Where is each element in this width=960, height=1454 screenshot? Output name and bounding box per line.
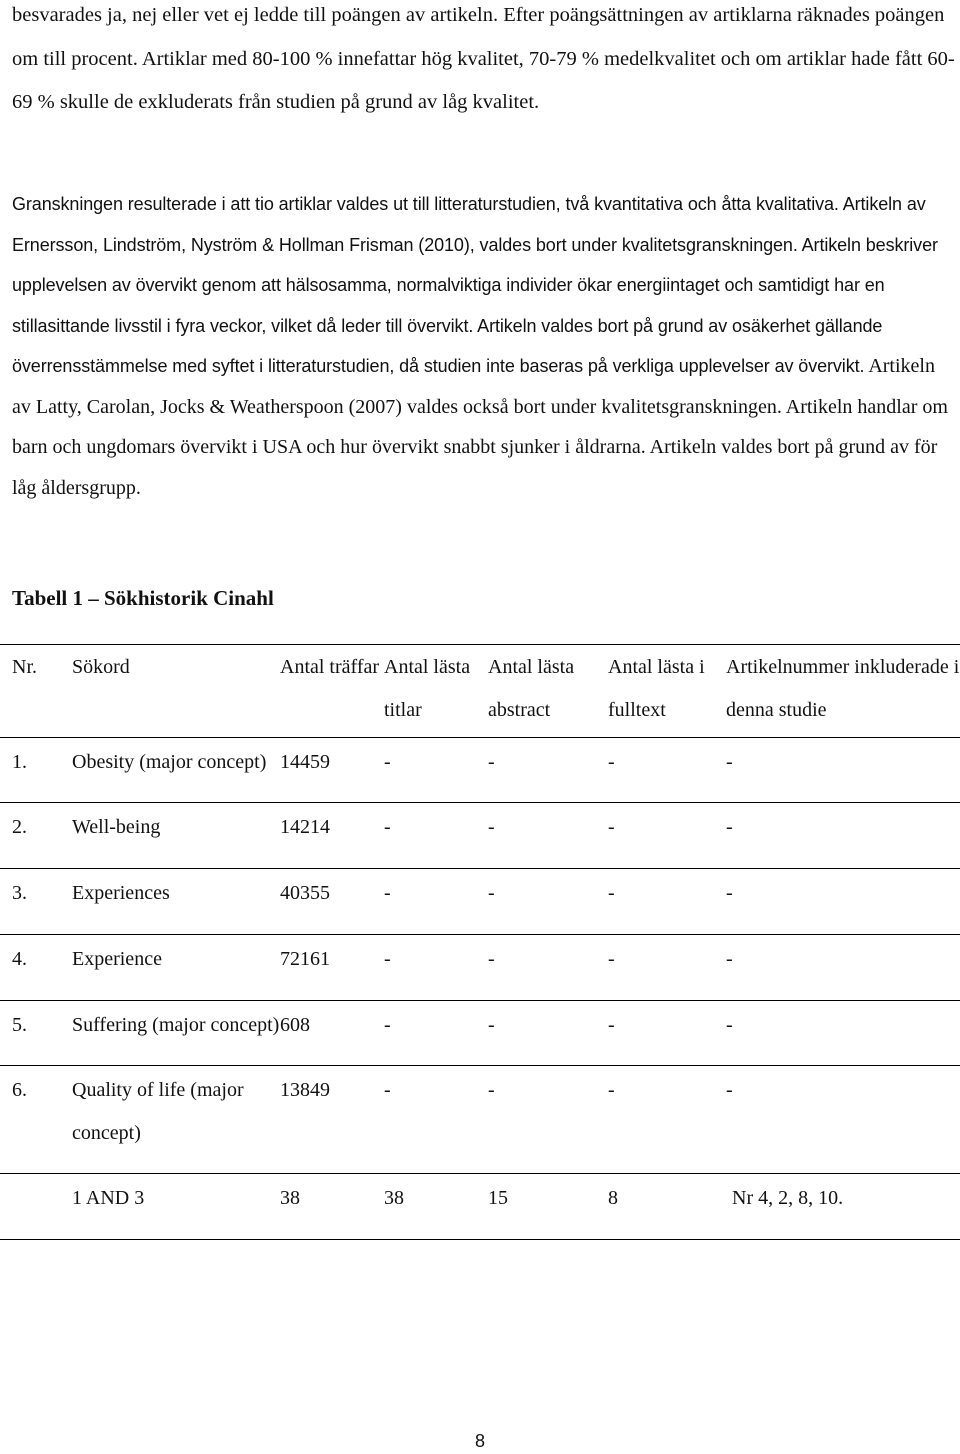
table-cell: 2. xyxy=(0,803,72,869)
table-cell: - xyxy=(488,1066,608,1174)
table-cell: - xyxy=(726,935,960,1001)
table-cell: 6. xyxy=(0,1066,72,1174)
table-row xyxy=(0,869,960,935)
page-number: 8 xyxy=(474,1431,485,1451)
table-cell xyxy=(0,1174,72,1240)
table-cell: - xyxy=(608,803,726,869)
table-row xyxy=(0,738,960,803)
table-cell: - xyxy=(726,869,960,935)
table-cell: - xyxy=(384,935,488,1001)
table-row xyxy=(0,803,960,869)
table-row xyxy=(0,935,960,1001)
table-cell: Suffering (major concept) xyxy=(72,1001,280,1066)
table-cell: - xyxy=(384,803,488,869)
table-cell: - xyxy=(726,1001,960,1066)
table-cell: - xyxy=(488,738,608,803)
table-row xyxy=(0,1066,960,1174)
table-cell: 5. xyxy=(0,1001,72,1066)
table-cell: 1 AND 3 xyxy=(72,1174,280,1240)
table-cell: Experience xyxy=(72,935,280,1001)
table-cell: 608 xyxy=(280,1001,384,1066)
table-cell: 1. xyxy=(0,738,72,803)
table-cell: 14214 xyxy=(280,803,384,869)
table-cell: - xyxy=(384,738,488,803)
search-history-table xyxy=(0,644,960,1240)
table-cell: - xyxy=(726,738,960,803)
table-cell: 4. xyxy=(0,935,72,1001)
table-cell: 38 xyxy=(280,1174,384,1240)
body-paragraph-2-sans-part: Granskningen resulterade i att tio artiklar valdes ut till litteraturstudien, två kvantitativa och åtta kvalitativa. Artikeln av Ernersson, Lindström, Nyström & Hollman Frisman (2010), valdes bort under kvalitetsgranskningen. Artikeln beskriver upplevelsen av övervikt genom att hälsosamma, normalviktiga individer ökar energiintaget och samtidigt har en stillasittande livsstil i fyra veckor, vilket då leder till övervikt. Artikeln valdes bort på grund av osäkerhet gällande överrensstämmelse med syftet i litteraturstudien, då studien inte baseras på verkliga upplevelser av övervikt. xyxy=(12,194,938,376)
table-cell: - xyxy=(608,935,726,1001)
table-cell: - xyxy=(488,803,608,869)
table-cell: - xyxy=(608,1001,726,1066)
table-row xyxy=(0,1174,960,1240)
table-cell: Well-being xyxy=(72,803,280,869)
body-paragraph-1: besvarades ja, nej eller vet ej ledde till poängen av artikeln. Efter poängsättningen av artiklarna räknades poängen om till procent. Artiklar med 80-100 % innefattar hög kvalitet, 70-79 % medelkvalitet och om artiklar hade fått 60-69 % skulle de exkluderats från studien på grund av låg kvalitet. xyxy=(12,4,955,113)
table-header-row xyxy=(0,645,960,738)
table-cell: Obesity (major concept) xyxy=(72,738,280,803)
header-cell: Antal träffar xyxy=(280,645,384,738)
table-cell: Experiences xyxy=(72,869,280,935)
table-cell: - xyxy=(488,935,608,1001)
table-cell: Quality of life (major concept) xyxy=(72,1066,280,1174)
table-cell: - xyxy=(608,869,726,935)
body-paragraph-2 xyxy=(12,184,958,508)
header-cell: Antal lästa i fulltext xyxy=(608,645,726,738)
table-cell: 72161 xyxy=(280,935,384,1001)
table-cell: - xyxy=(384,1066,488,1174)
header-cell: Nr. xyxy=(0,645,72,738)
table-row xyxy=(0,1001,960,1066)
table-title: Tabell 1 – Sökhistorik Cinahl xyxy=(12,586,274,610)
table-cell: Nr 4, 2, 8, 10. xyxy=(726,1174,960,1240)
table-cell: - xyxy=(608,738,726,803)
table-cell: 14459 xyxy=(280,738,384,803)
table-cell: - xyxy=(384,1001,488,1066)
table-cell: 40355 xyxy=(280,869,384,935)
table-cell: - xyxy=(488,869,608,935)
table-cell: 15 xyxy=(488,1174,608,1240)
header-cell: Antal lästa abstract xyxy=(488,645,608,738)
table-cell: - xyxy=(384,869,488,935)
table-cell: 8 xyxy=(608,1174,726,1240)
body-paragraph-2-serif-part: Artikeln av Latty, Carolan, Jocks & Weatherspoon (2007) valdes också bort under kvalitetsgranskningen. Artikeln handlar om barn och ungdomars övervikt i USA och hur övervikt snabbt sjunker i åldrarna. Artikeln valdes bort på grund av för låg åldersgrupp. xyxy=(12,355,948,499)
table-cell: - xyxy=(726,1066,960,1174)
table-cell: 3. xyxy=(0,869,72,935)
table-cell: 38 xyxy=(384,1174,488,1240)
header-cell: Sökord xyxy=(72,645,280,738)
table-cell: - xyxy=(608,1066,726,1174)
table-cell: - xyxy=(488,1001,608,1066)
table-cell: 13849 xyxy=(280,1066,384,1174)
header-cell: Antal lästa titlar xyxy=(384,645,488,738)
table-cell: - xyxy=(726,803,960,869)
header-cell: Artikelnummer inkluderade i denna studie xyxy=(726,645,960,738)
